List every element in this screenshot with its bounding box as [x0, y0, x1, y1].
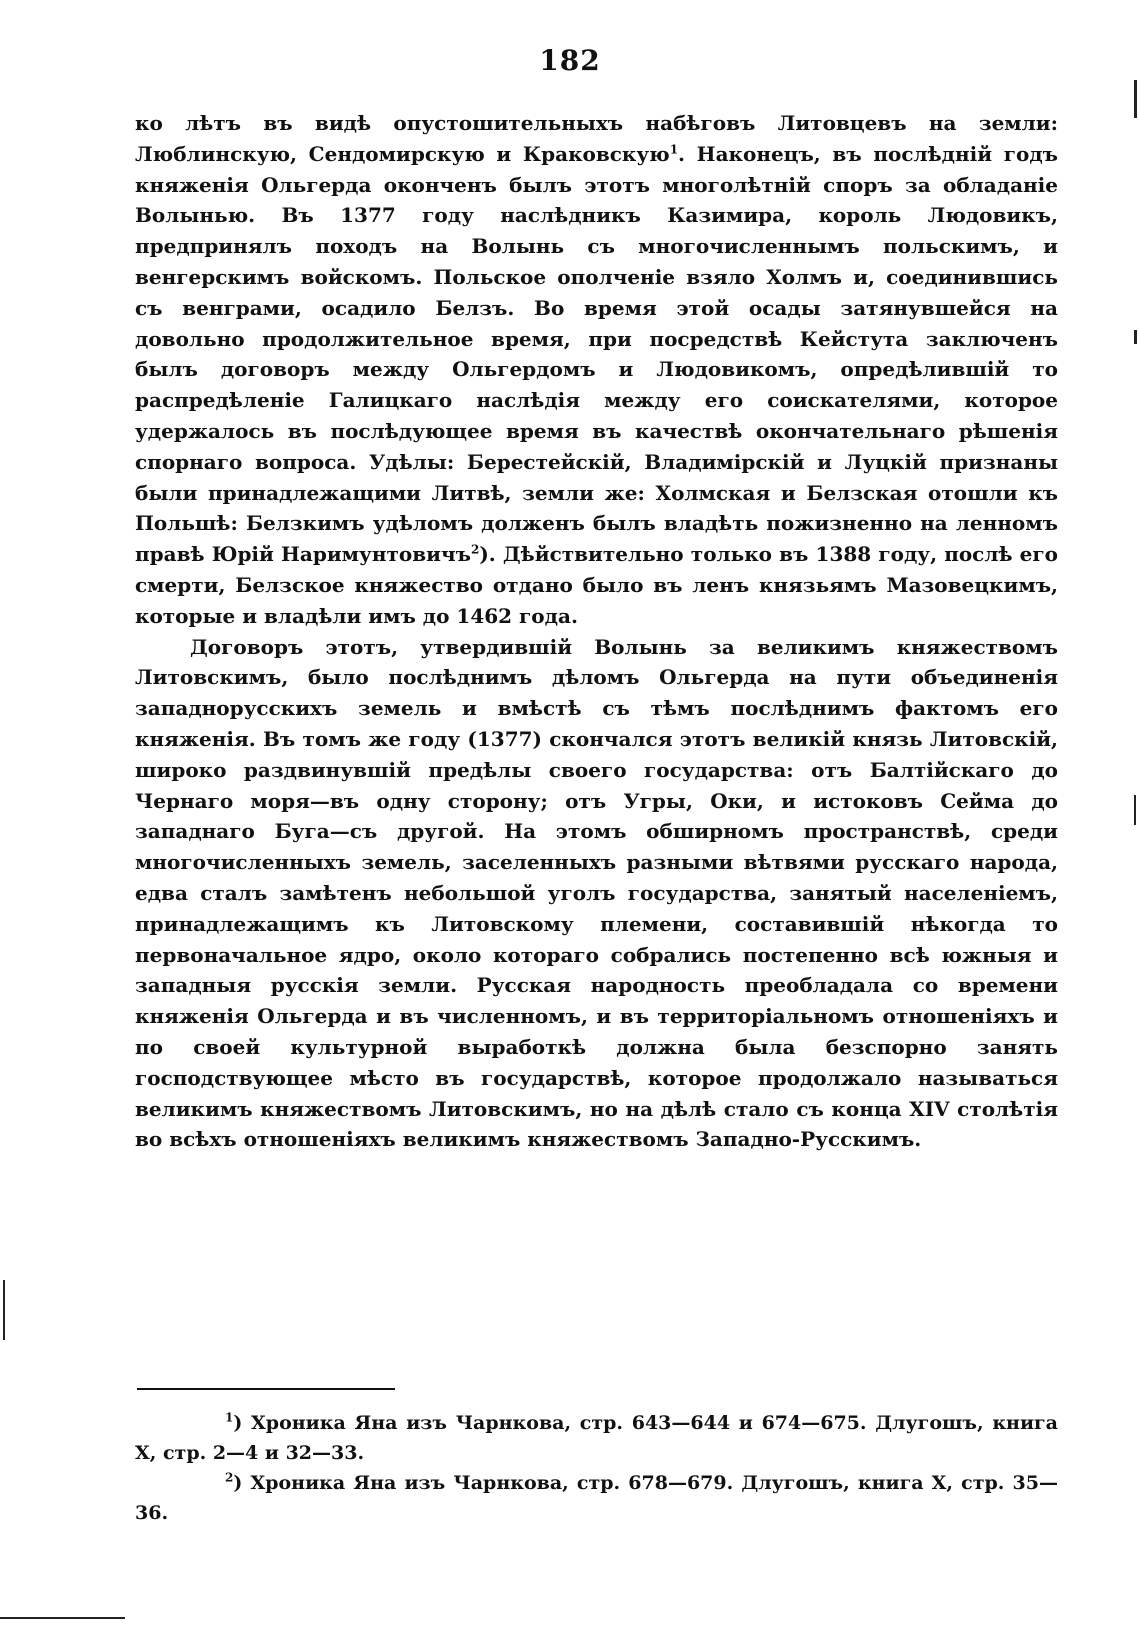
footnote-2-text: ) Хроника Яна изъ Чарнкова, стр. 678—679. Длугошъ, книга X, стр. 35—36. [135, 1472, 1058, 1524]
scan-edge-mark-top-right [1134, 80, 1137, 118]
footnote-1 [135, 1408, 1058, 1468]
footnote-1-mark: 1 [225, 1410, 234, 1425]
scan-edge-mark-left [3, 1280, 5, 1340]
main-text [135, 108, 1058, 1155]
scan-edge-mark-right [1134, 330, 1137, 344]
paragraph-2: Договоръ этотъ, утвердившій Волынь за великимъ княжествомъ Литовскимъ, было послѣднимъ дѣломъ Ольгерда на пути объединенія западнорусскихъ земель и вмѣстѣ съ тѣмъ послѣднимъ фактомъ его княженія. Въ томъ же году (1377) скончался этотъ великій князь Литовскій, широко раздвинувшій предѣлы своего государства: отъ Балтійскаго до Чернаго моря—въ одну сторону; отъ Угры, Оки, и истоковъ Сейма до западнаго Буга—съ другой. На этомъ обширномъ пространствѣ, среди многочисленныхъ земель, заселенныхъ разными вѣтвями русскаго народа, едва сталъ замѣтенъ небольшой уголъ государства, занятый населеніемъ, принадлежащимъ къ Литовскому племени, составившій нѣкогда то первоначальное ядро, около котораго собрались постепенно всѣ южныя и западныя русскія земли. Русская народность преобладала со времени княженія Ольгерда и въ численномъ, и въ территоріальномъ отношеніяхъ и по своей культурной выработкѣ должна была безспорно занять господствующее мѣсто въ государствѣ, которое продолжало называться великимъ княжествомъ Литовскимъ, но на дѣлѣ стало съ конца XIV столѣтія во всѣхъ отношеніяхъ великимъ княжествомъ Западно-Русскимъ. [135, 634, 1058, 1152]
footnote-2 [135, 1468, 1058, 1528]
paragraph-1-text: ко лѣтъ въ видѣ опустошительныхъ набѣговъ Литовцевъ на земли: Люблинскую, Сендомирскую и Краковскую [135, 111, 1058, 166]
page-number: 182 [539, 44, 601, 77]
scan-edge-mark-right-lower [1134, 795, 1136, 825]
footnotes [135, 1408, 1058, 1528]
footnote-ref-1: 1 [669, 142, 679, 157]
footnote-1-text: ) Хроника Яна изъ Чарнкова, стр. 643—644 и 674—675. Длугошъ, книга X, стр. 2—4 и 32—33. [135, 1412, 1058, 1464]
scan-edge-mark-bottom-left [0, 1617, 125, 1619]
paragraph-1-text-end: ). Дѣйствительно только въ 1388 году, послѣ его смерти, Белзское княжество отдано было въ ленъ князьямъ Мазовецкимъ, которые и владѣли имъ до 1462 года. [135, 542, 1059, 628]
paragraph-1 [135, 108, 1058, 632]
footnote-divider [137, 1388, 395, 1390]
paragraph-1-text-cont: . Наконецъ, въ послѣдній годъ княженія Ольгерда оконченъ былъ этотъ многолѣтній споръ за обладаніе Волынью. Въ 1377 году наслѣдникъ Казимира, король Людовикъ, предпринялъ походъ на Волынь съ многочисленнымъ польскимъ, и венгерскимъ войскомъ. Польское ополченіе взяло Холмъ и, соединившись съ венграми, осадило Белзъ. Во время этой осады затянувшейся на довольно продолжительное время, при посредствѣ Кейстута заключенъ былъ договоръ между Ольгердомъ и Людовикомъ, опредѣлившій то распредѣленіе Галицкаго наслѣдія между его соискателями, которое удержалось въ послѣдующее время въ качествѣ окончательнаго рѣшенія спорнаго вопроса. Удѣлы: Берестейскій, Владимірскій и Луцкій признаны были принадлежащими Литвѣ, земли же: Холмская и Белзская отошли къ Польшѣ: Белзкимъ удѣломъ долженъ былъ владѣть пожизненно на ленномъ правѣ Юрій Наримунтовичъ [135, 141, 1059, 567]
footnote-ref-2: 2 [470, 542, 480, 557]
footnote-2-mark: 2 [225, 1470, 234, 1485]
